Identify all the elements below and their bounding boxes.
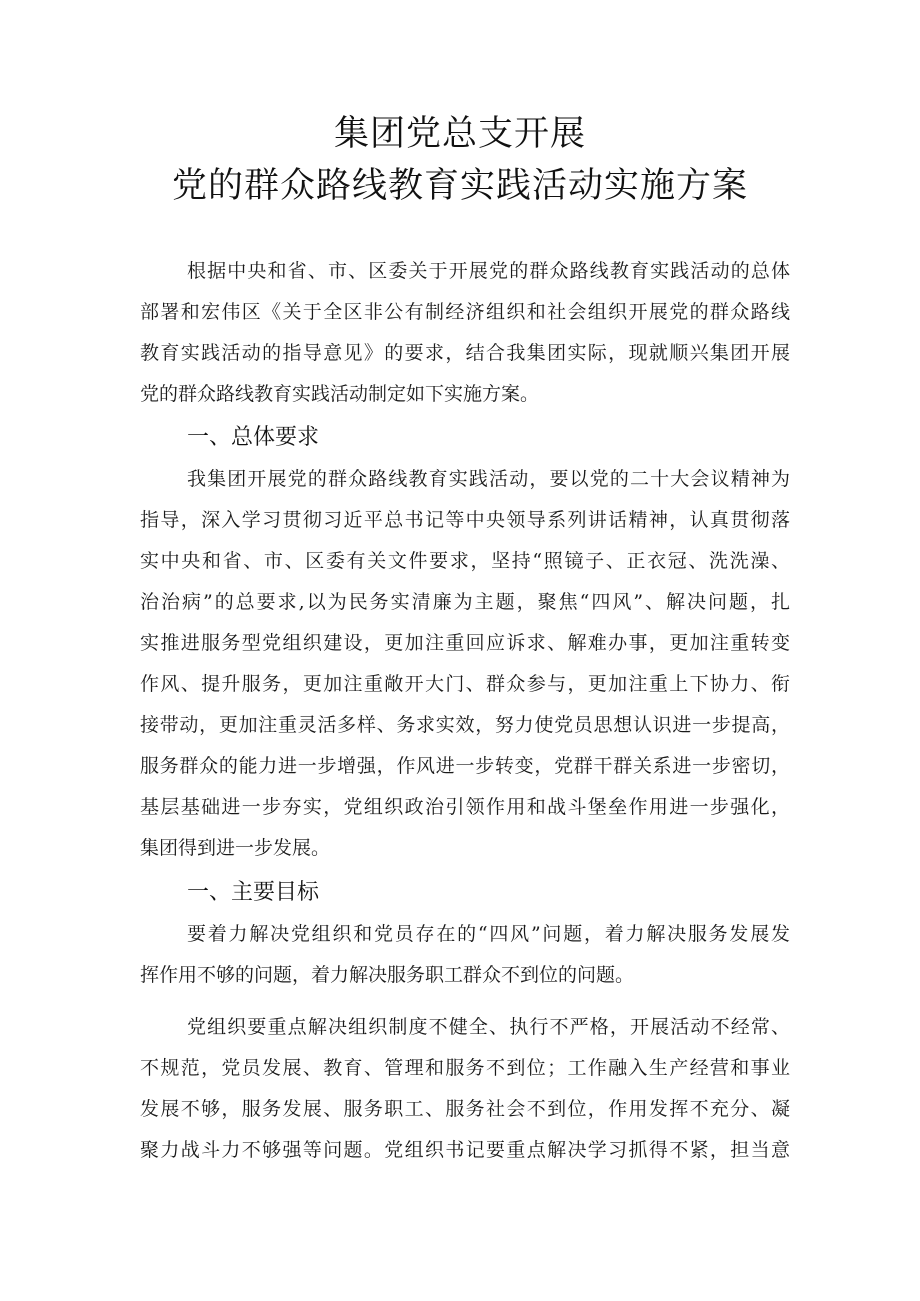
paragraph-1-line-1: 根据中央和省、市、区委关于开展党的群众路线教育实践活动的总体 (187, 260, 790, 282)
paragraph-2-line-9: 基层基础进一步夯实，党组织政治引领作用和战斗堡垒作用进一步强化， (140, 796, 790, 818)
paragraph-4-line-4: 聚力战斗力不够强等问题。党组织书记要重点解决学习抓得不紧，担当意 (140, 1139, 790, 1161)
paragraph-2-line-7: 接带动，更加注重灵活多样、务求实效，努力使党员思想认识进一步提高， (140, 714, 790, 736)
paragraph-4-line-3: 发展不够，服务发展、服务职工、服务社会不到位，作用发挥不充分、凝 (140, 1098, 790, 1120)
document-title-line-2: 党的群众路线教育实践活动实施方案 (171, 166, 748, 206)
paragraph-4-line-2: 不规范，党员发展、教育、管理和服务不到位；工作融入生产经营和事业 (140, 1057, 790, 1079)
paragraph-2-line-10: 集团得到进一步发展。 (140, 837, 331, 859)
paragraph-1-line-2: 部署和宏伟区《关于全区非公有制经济组织和社会组织开展党的群众路线 (140, 301, 790, 323)
paragraph-2-line-6: 作风、提升服务，更加注重敞开大门、群众参与，更加注重上下协力、衔 (140, 673, 790, 695)
paragraph-3-line-1: 要着力解决党组织和党员存在的“四风”问题，着力解决服务发展发 (187, 923, 790, 945)
section-heading-main-goals: 一、主要目标 (187, 880, 320, 905)
section-heading-overall-requirements: 一、总体要求 (187, 425, 320, 450)
paragraph-2-line-8: 服务群众的能力进一步增强，作风进一步转变，党群干群关系进一步密切， (140, 755, 790, 777)
paragraph-2-line-4: 治治病”的总要求,以为民务实清廉为主题，聚焦“四风”、解决问题，扎 (140, 591, 790, 613)
paragraph-2-line-5: 实推进服务型党组织建设，更加注重回应诉求、解难办事，更加注重转变 (140, 632, 790, 654)
paragraph-2-line-2: 指导，深入学习贯彻习近平总书记等中央领导系列讲话精神，认真贯彻落 (140, 509, 790, 531)
paragraph-1-line-4: 党的群众路线教育实践活动制定如下实施方案。 (140, 383, 540, 405)
paragraph-3-line-2: 挥作用不够的问题，着力解决服务职工群众不到位的问题。 (140, 964, 635, 986)
paragraph-1-line-3: 教育实践活动的指导意见》的要求，结合我集团实际，现就顺兴集团开展 (140, 342, 790, 364)
paragraph-2-line-3: 实中央和省、市、区委有关文件要求，坚持“照镜子、正衣冠、洗洗澡、 (140, 550, 790, 572)
paragraph-2-line-1: 我集团开展党的群众路线教育实践活动，要以党的二十大会议精神为 (187, 468, 790, 490)
paragraph-4-line-1: 党组织要重点解决组织制度不健全、执行不严格，开展活动不经常、 (187, 1016, 790, 1038)
document-title-line-1: 集团党总支开展 (333, 114, 586, 154)
